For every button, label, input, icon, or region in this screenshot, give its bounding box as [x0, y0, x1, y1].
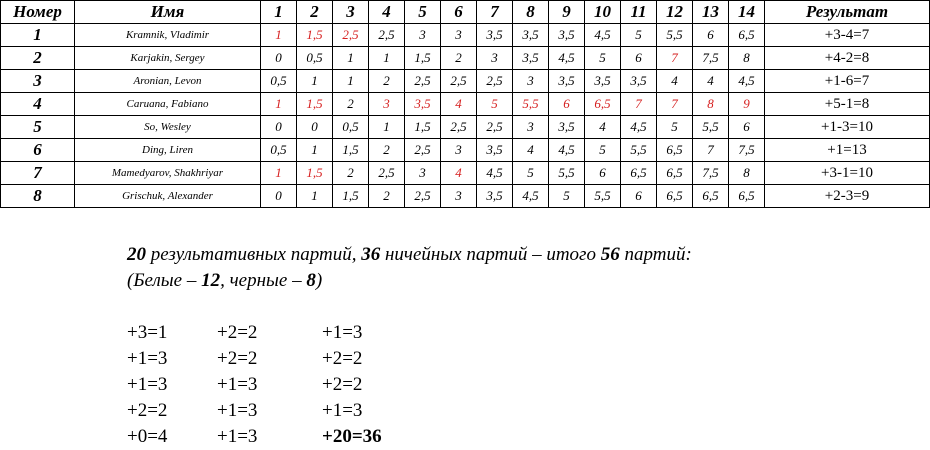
- round-score: 2,5: [369, 24, 405, 47]
- round-score: 3,5: [549, 24, 585, 47]
- standings-body: [1, 24, 930, 208]
- round-score: 5: [477, 93, 513, 116]
- round-score: 3: [513, 116, 549, 139]
- round-score: 2: [369, 139, 405, 162]
- header-round: 5: [405, 1, 441, 24]
- round-score: 4,5: [513, 185, 549, 208]
- round-score: 5: [585, 47, 621, 70]
- draw-count: 36: [361, 244, 381, 265]
- tally-cell: +1=3: [322, 322, 363, 343]
- tally-row: [127, 424, 527, 450]
- round-score: 0,5: [333, 116, 369, 139]
- header-round: 14: [729, 1, 765, 24]
- round-score: 7: [621, 93, 657, 116]
- white-wins: 12: [201, 270, 221, 291]
- round-score: 5,5: [585, 185, 621, 208]
- round-score: 1: [261, 93, 297, 116]
- decisive-text: результативных партий,: [146, 244, 362, 265]
- round-score: 1,5: [333, 185, 369, 208]
- player-name: Grischuk, Alexander: [75, 185, 261, 208]
- round-score: 6,5: [585, 93, 621, 116]
- header-round: 2: [297, 1, 333, 24]
- round-score: 1,5: [405, 116, 441, 139]
- round-score: 4: [693, 70, 729, 93]
- round-score: 6: [693, 24, 729, 47]
- round-score: 3: [513, 70, 549, 93]
- round-score: 7: [657, 47, 693, 70]
- round-score: 3: [441, 24, 477, 47]
- round-score: 2: [441, 47, 477, 70]
- player-row: [1, 24, 930, 47]
- round-score: 2,5: [333, 24, 369, 47]
- round-score: 0: [297, 116, 333, 139]
- round-score: 0,5: [297, 47, 333, 70]
- round-score: 3,5: [549, 116, 585, 139]
- round-score: 3: [441, 139, 477, 162]
- header-row: [1, 1, 930, 24]
- player-result: +1-6=7: [765, 70, 930, 93]
- player-number: 4: [1, 93, 75, 116]
- player-name: Karjakin, Sergey: [75, 47, 261, 70]
- round-score: 4: [585, 116, 621, 139]
- round-score: 3,5: [477, 24, 513, 47]
- summary-line-2: [127, 268, 692, 294]
- player-result: +4-2=8: [765, 47, 930, 70]
- header-round: 9: [549, 1, 585, 24]
- player-row: [1, 116, 930, 139]
- tally-row: [127, 398, 527, 424]
- line2-close: ): [315, 270, 323, 291]
- line2-open: (Белые –: [127, 270, 202, 291]
- player-name: Ding, Liren: [75, 139, 261, 162]
- header-round: 4: [369, 1, 405, 24]
- header-round: 3: [333, 1, 369, 24]
- round-score: 1: [261, 24, 297, 47]
- player-number: 8: [1, 185, 75, 208]
- header-round: 11: [621, 1, 657, 24]
- round-score: 2: [333, 93, 369, 116]
- round-score: 1: [297, 70, 333, 93]
- round-score: 3,5: [477, 185, 513, 208]
- round-score: 5,5: [693, 116, 729, 139]
- player-row: [1, 93, 930, 116]
- player-name: Aronian, Levon: [75, 70, 261, 93]
- round-score: 4,5: [729, 70, 765, 93]
- round-score: 1,5: [297, 93, 333, 116]
- tally-cell: +1=3: [217, 374, 258, 395]
- round-score: 5,5: [621, 139, 657, 162]
- player-number: 2: [1, 47, 75, 70]
- round-score: 6,5: [657, 185, 693, 208]
- round-score: 2: [369, 70, 405, 93]
- header-round: 10: [585, 1, 621, 24]
- round-score: 2,5: [369, 162, 405, 185]
- player-result: +1=13: [765, 139, 930, 162]
- tally-cell: +1=3: [127, 348, 168, 369]
- player-result: +5-1=8: [765, 93, 930, 116]
- header-round: 12: [657, 1, 693, 24]
- player-row: [1, 139, 930, 162]
- draw-text: ничейных партий – итого: [380, 244, 601, 265]
- round-score: 0: [261, 116, 297, 139]
- round-score: 6,5: [657, 162, 693, 185]
- player-row: [1, 47, 930, 70]
- round-score: 5: [585, 139, 621, 162]
- round-score: 3: [405, 24, 441, 47]
- round-score: 1,5: [297, 24, 333, 47]
- round-score: 5,5: [513, 93, 549, 116]
- round-score: 3: [477, 47, 513, 70]
- round-score: 1,5: [333, 139, 369, 162]
- round-score: 0,5: [261, 139, 297, 162]
- header-round: 13: [693, 1, 729, 24]
- tally-cell: +1=3: [127, 374, 168, 395]
- round-score: 5: [657, 116, 693, 139]
- round-score: 4,5: [549, 139, 585, 162]
- round-score: 1: [297, 185, 333, 208]
- player-result: +2-3=9: [765, 185, 930, 208]
- round-score: 2: [369, 185, 405, 208]
- player-result: +3-1=10: [765, 162, 930, 185]
- round-score: 2,5: [405, 70, 441, 93]
- round-score: 3: [405, 162, 441, 185]
- total-text: партий:: [619, 244, 692, 265]
- header-round: 1: [261, 1, 297, 24]
- black-wins: 8: [306, 270, 316, 291]
- round-score: 3,5: [405, 93, 441, 116]
- tally-cell: +1=3: [217, 426, 258, 447]
- player-row: [1, 70, 930, 93]
- round-score: 8: [693, 93, 729, 116]
- tally-cell: +2=2: [217, 348, 258, 369]
- round-score: 4: [441, 162, 477, 185]
- round-score: 6: [585, 162, 621, 185]
- round-score: 1: [261, 162, 297, 185]
- tally-cell: +1=3: [322, 400, 363, 421]
- tally-row: [127, 372, 527, 398]
- player-name: Kramnik, Vladimir: [75, 24, 261, 47]
- player-number: 1: [1, 24, 75, 47]
- round-score: 5: [513, 162, 549, 185]
- player-name: So, Wesley: [75, 116, 261, 139]
- round-score: 1,5: [405, 47, 441, 70]
- tally-grid: [127, 320, 527, 450]
- round-score: 2,5: [405, 139, 441, 162]
- round-score: 0,5: [261, 70, 297, 93]
- round-score: 3,5: [477, 139, 513, 162]
- round-score: 0: [261, 185, 297, 208]
- player-row: [1, 185, 930, 208]
- round-score: 4,5: [621, 116, 657, 139]
- round-score: 7,5: [729, 139, 765, 162]
- round-score: 4,5: [477, 162, 513, 185]
- player-name: Mamedyarov, Shakhriyar: [75, 162, 261, 185]
- round-score: 3,5: [513, 24, 549, 47]
- total-count: 56: [600, 244, 620, 265]
- round-score: 6,5: [693, 185, 729, 208]
- tally-total: +20=36: [322, 426, 382, 447]
- round-score: 4: [657, 70, 693, 93]
- round-score: 2,5: [441, 70, 477, 93]
- round-score: 2,5: [477, 116, 513, 139]
- round-score: 9: [729, 93, 765, 116]
- header-round: 6: [441, 1, 477, 24]
- round-score: 3: [369, 93, 405, 116]
- round-score: 6: [729, 116, 765, 139]
- tally-cell: +2=2: [217, 322, 258, 343]
- round-score: 7: [693, 139, 729, 162]
- round-score: 1: [333, 47, 369, 70]
- header-number: Номер: [1, 1, 75, 24]
- line2-mid: , черные –: [220, 270, 307, 291]
- player-name: Caruana, Fabiano: [75, 93, 261, 116]
- round-score: 7,5: [693, 47, 729, 70]
- header-result: Результат: [765, 1, 930, 24]
- round-score: 8: [729, 162, 765, 185]
- round-score: 5,5: [657, 24, 693, 47]
- round-score: 6: [549, 93, 585, 116]
- tally-cell: +0=4: [127, 426, 168, 447]
- round-score: 3,5: [513, 47, 549, 70]
- round-score: 1: [369, 47, 405, 70]
- round-score: 6,5: [621, 162, 657, 185]
- tally-cell: +3=1: [127, 322, 168, 343]
- tally-row: [127, 320, 527, 346]
- header-name: Имя: [75, 1, 261, 24]
- header-round: 7: [477, 1, 513, 24]
- round-score: 0: [261, 47, 297, 70]
- round-score: 5,5: [549, 162, 585, 185]
- tally-cell: +2=2: [322, 348, 363, 369]
- summary-text: [127, 242, 692, 294]
- player-number: 6: [1, 139, 75, 162]
- standings-table: [0, 0, 930, 208]
- player-row: [1, 162, 930, 185]
- round-score: 4,5: [549, 47, 585, 70]
- header-round: 8: [513, 1, 549, 24]
- tally-cell: +1=3: [217, 400, 258, 421]
- round-score: 1,5: [297, 162, 333, 185]
- round-score: 6: [621, 47, 657, 70]
- tally-row: [127, 346, 527, 372]
- player-number: 7: [1, 162, 75, 185]
- decisive-count: 20: [127, 244, 146, 265]
- round-score: 3,5: [621, 70, 657, 93]
- round-score: 1: [297, 139, 333, 162]
- round-score: 6,5: [657, 139, 693, 162]
- player-number: 3: [1, 70, 75, 93]
- player-result: +1-3=10: [765, 116, 930, 139]
- round-score: 1: [333, 70, 369, 93]
- tally-cell: +2=2: [127, 400, 168, 421]
- round-score: 4: [513, 139, 549, 162]
- tally-cell: +2=2: [322, 374, 363, 395]
- round-score: 6: [621, 185, 657, 208]
- round-score: 7: [657, 93, 693, 116]
- round-score: 4: [441, 93, 477, 116]
- round-score: 6,5: [729, 185, 765, 208]
- round-score: 6,5: [729, 24, 765, 47]
- round-score: 7,5: [693, 162, 729, 185]
- round-score: 3,5: [549, 70, 585, 93]
- round-score: 8: [729, 47, 765, 70]
- round-score: 2,5: [441, 116, 477, 139]
- player-number: 5: [1, 116, 75, 139]
- round-score: 1: [369, 116, 405, 139]
- round-score: 5: [549, 185, 585, 208]
- round-score: 3: [441, 185, 477, 208]
- round-score: 2: [333, 162, 369, 185]
- summary-line-1: [127, 242, 692, 268]
- round-score: 2,5: [477, 70, 513, 93]
- player-result: +3-4=7: [765, 24, 930, 47]
- round-score: 3,5: [585, 70, 621, 93]
- round-score: 2,5: [405, 185, 441, 208]
- round-score: 5: [621, 24, 657, 47]
- round-score: 4,5: [585, 24, 621, 47]
